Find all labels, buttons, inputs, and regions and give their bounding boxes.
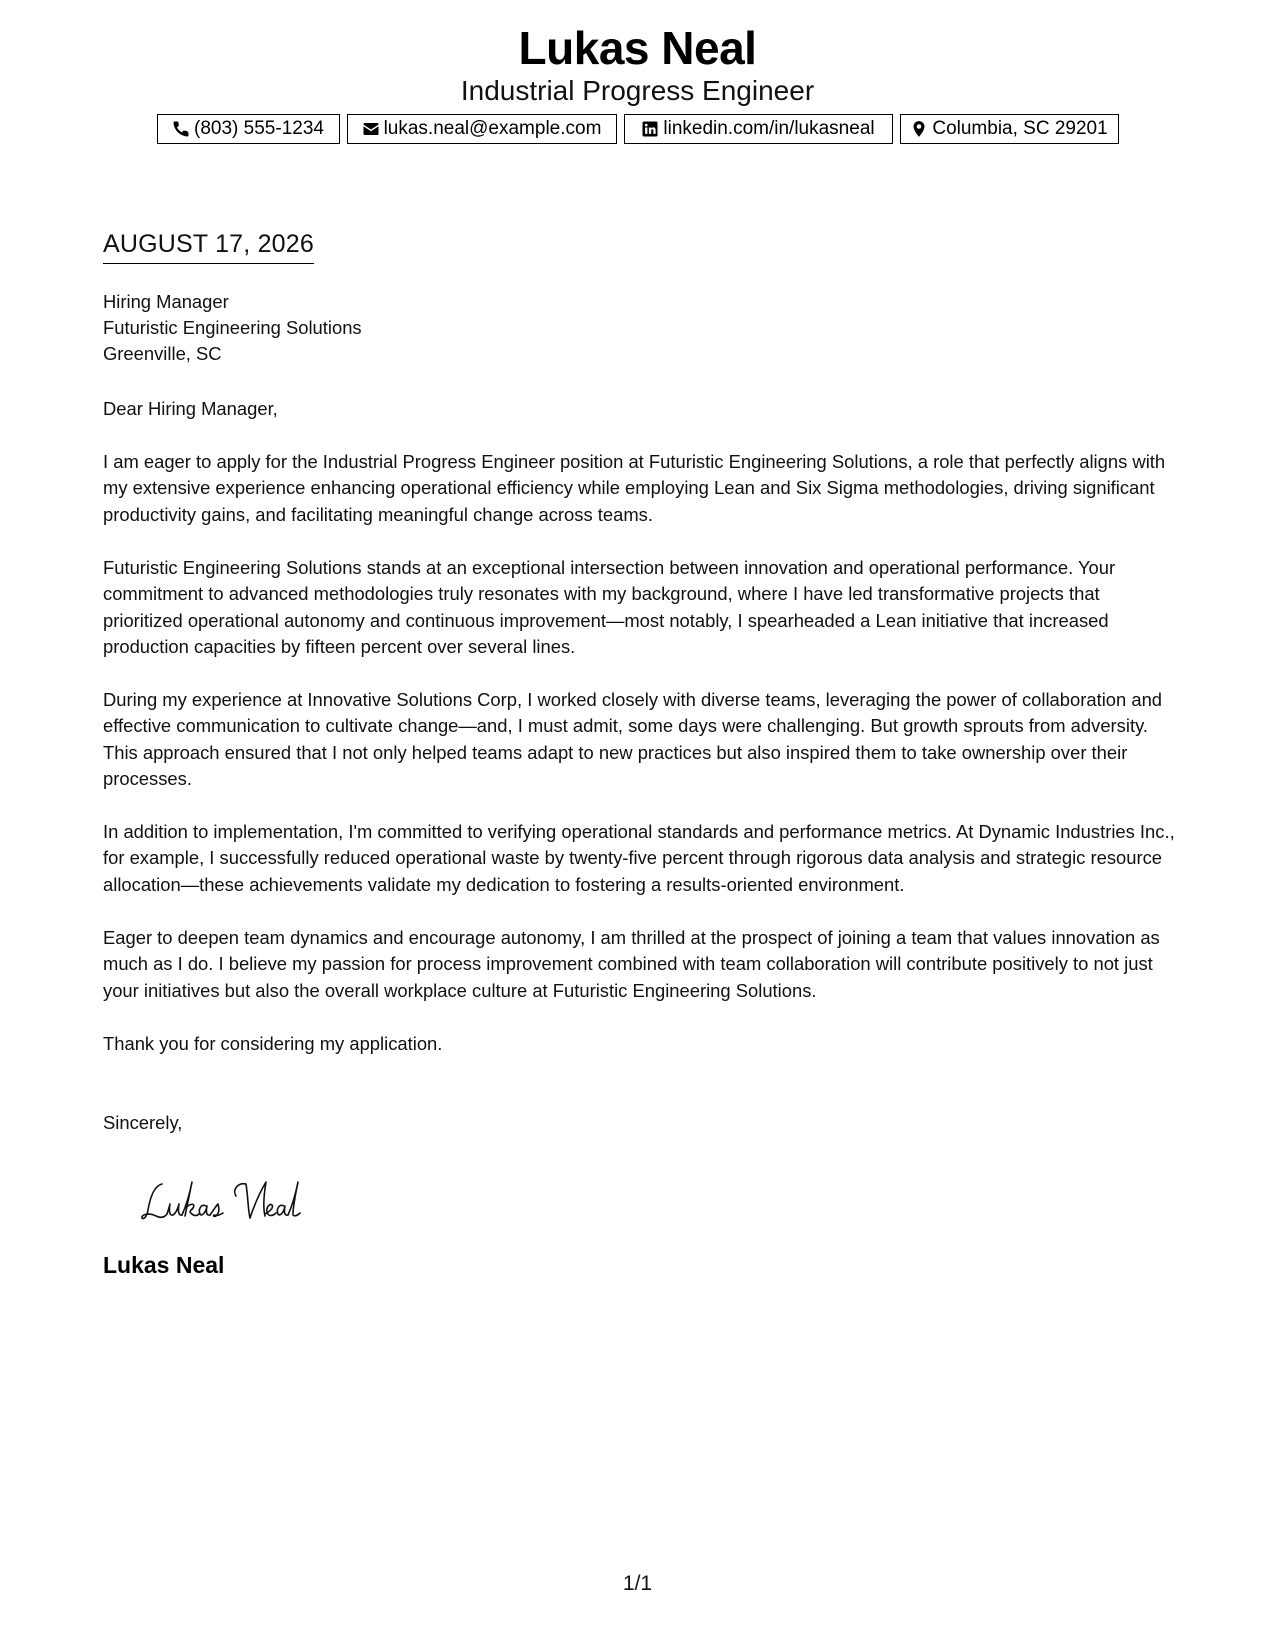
linkedin-icon [641, 120, 659, 138]
map-pin-icon [910, 120, 928, 138]
letter-date: AUGUST 17, 2026 [103, 229, 314, 264]
contact-phone [157, 114, 340, 144]
recipient-line: Hiring Manager [103, 291, 229, 312]
closing: Sincerely, [103, 1112, 183, 1133]
recipient-line: Futuristic Engineering Solutions [103, 317, 362, 338]
applicant-title: Industrial Progress Engineer [460, 75, 815, 106]
salutation: Dear Hiring Manager, [103, 398, 278, 419]
body-paragraph: Eager to deepen team dynamics and encourage autonomy, I am thrilled at the prospect of joining a team that values innovation as much as I do. I believe my passion for process improvement combined with team collaboration will contribute positively to not just your initiatives but also the overall workplace culture at Futuristic Engineering Solutions. [103, 927, 1160, 1001]
thank-you-line: Thank you for considering my application. [103, 1033, 443, 1054]
applicant-name: Lukas Neal [518, 22, 757, 74]
contact-email[interactable] [347, 114, 617, 144]
body-paragraph: In addition to implementation, I'm committed to verifying operational standards and performance metrics. At Dynamic Industries Inc., for example, I successfully reduced operational waste by twenty-five percent through rigorous data analysis and strategic resource allocation—these achievements validate my dedication to fostering a results-oriented environment. [103, 821, 1175, 895]
contact-location [900, 114, 1119, 144]
contact-email-text: lukas.neal@example.com [383, 118, 602, 139]
signed-name: Lukas Neal [103, 1252, 225, 1278]
contact-location-text: Columbia, SC 29201 [932, 118, 1108, 139]
handwritten-signature [140, 1170, 340, 1230]
body-paragraph: During my experience at Innovative Solutions Corp, I worked closely with diverse teams, leveraging the power of collaboration and effective communication to cultivate change—and, I must admit, some days were challenging. But growth sprouts from adversity. This approach ensured that I not only helped teams adapt to new practices but also inspired them to take ownership over their processes. [103, 689, 1163, 790]
body-paragraph: I am eager to apply for the Industrial Progress Engineer position at Futuristic Engineering Solutions, a role that perfectly aligns with my extensive experience enhancing operational efficiency while employing Lean and Six Sigma methodologies, driving significant productivity gains, and facilitating meaningful change across teams. [103, 451, 1166, 525]
contact-linkedin-text: linkedin.com/in/lukasneal [663, 118, 875, 139]
phone-icon [172, 120, 190, 138]
recipient-line: Greenville, SC [103, 343, 222, 364]
contact-phone-text: (803) 555-1234 [194, 118, 324, 139]
letter-header [0, 22, 1275, 108]
body-paragraph: Futuristic Engineering Solutions stands at an exceptional intersection between innovation and operational performance. Your commitment to advanced methodologies truly resonates with my background, where I have led transformative projects that prioritized operational autonomy and continuous improvement—most notably, I spearheaded a Lean initiative that increased production capacities by fifteen percent over several lines. [103, 557, 1116, 658]
page-number: 1/1 [622, 1572, 653, 1595]
envelope-icon [362, 120, 380, 138]
contact-bar [0, 114, 1275, 144]
contact-linkedin[interactable] [624, 114, 893, 144]
recipient-block [103, 289, 1183, 367]
